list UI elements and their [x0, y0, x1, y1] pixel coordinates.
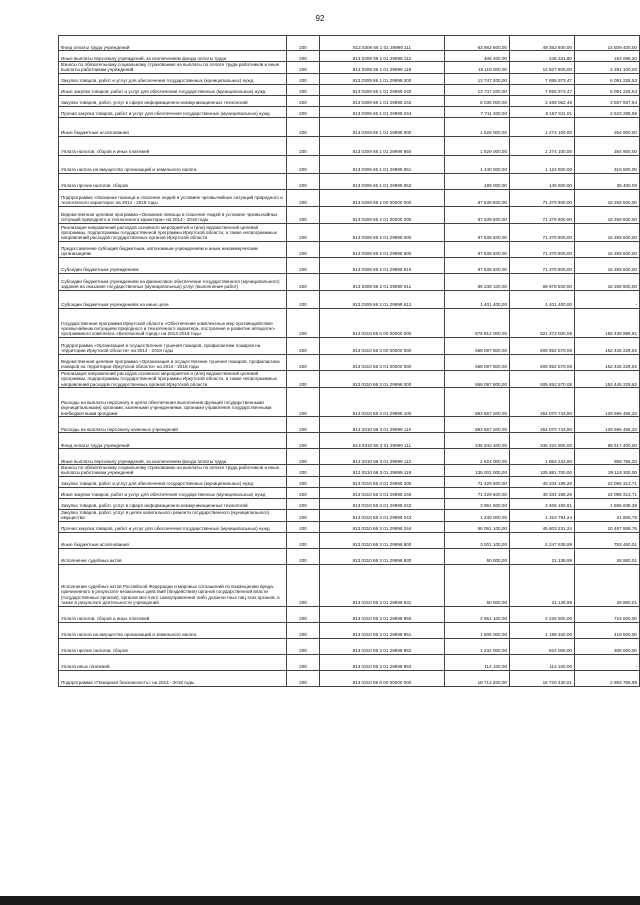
- row-amount-approved: 1 629 000,00: [445, 136, 510, 155]
- row-amount-executed: 521 373 000,09: [510, 308, 575, 337]
- row-name: Фонд оплаты труда учреждений: [59, 36, 287, 51]
- row-code: 200: [287, 241, 320, 257]
- table-row: [59, 548, 640, 564]
- row-amount-executed: 245 331,80: [510, 51, 575, 62]
- row-code: 200: [287, 498, 320, 509]
- table-row: [59, 51, 640, 62]
- row-amount-executed: 454 070 743,80: [510, 388, 575, 417]
- row-name: Уплата налога на имущество организаций и земельного налога: [59, 622, 287, 638]
- row-amount-approved: 13 747 200,00: [445, 84, 510, 95]
- row-amount-unexecuted: 1 585 639,39: [575, 498, 640, 509]
- row-amount-executed: 2 226 500,00: [510, 606, 575, 622]
- row-amount-executed: 71 379 900,00: [510, 241, 575, 257]
- table-row: [59, 308, 640, 337]
- row-code: 200: [287, 465, 320, 477]
- table-row: [59, 257, 640, 273]
- row-amount-executed: 21 139,99: [510, 548, 575, 564]
- row-amount-unexecuted: 16 259 600,00: [575, 223, 640, 241]
- row-budget-code: 813 0310 66 3 01 29999 852: [320, 638, 445, 654]
- row-amount-unexecuted: -: [575, 654, 640, 670]
- table-row: [59, 73, 640, 84]
- row-name: Уплата налогов, сборов и иных платежей: [59, 136, 287, 155]
- page-number: 92: [315, 14, 325, 23]
- table-row: [59, 487, 640, 498]
- row-name: Ведомственная целевая программа «Оказание помощи и спасение людей в условиях чрезвычайных ситуаций природного и техногенного характера» на 2014 - 2018 годы: [59, 206, 287, 223]
- table-row: [59, 465, 640, 477]
- row-budget-code: 813 0309 66 2 01 29999 612: [320, 290, 445, 308]
- row-code: 200: [287, 337, 320, 354]
- table-row: [59, 521, 640, 532]
- row-amount-approved: 3 001 100,00: [445, 532, 510, 548]
- row-amount-unexecuted: 4 291 100,00: [575, 62, 640, 74]
- row-amount-unexecuted: 29 119 300,00: [575, 465, 640, 477]
- row-amount-approved: 676 812 000,00: [445, 308, 510, 337]
- row-budget-code: 813 0310 66 3 01 29999 244: [320, 521, 445, 532]
- row-code: 200: [287, 638, 320, 654]
- row-budget-code: 813 0310 66 3 01 29999 112: [320, 449, 445, 465]
- row-amount-approved: 583 667 200,00: [445, 388, 510, 417]
- table-row: [59, 206, 640, 223]
- row-amount-executed: 1 401 400,00: [510, 290, 575, 308]
- row-amount-unexecuted: 724 600,00: [575, 606, 640, 622]
- row-amount-executed: 1 188 400,00: [510, 622, 575, 638]
- table-row: [59, 476, 640, 487]
- row-code: 200: [287, 62, 320, 74]
- row-amount-approved: 445 842 200,00: [445, 433, 510, 449]
- row-amount-approved: 7 711 200,00: [445, 106, 510, 117]
- row-amount-executed: 2 406 160,61: [510, 498, 575, 509]
- row-amount-executed: 1 274 100,00: [510, 136, 575, 155]
- table-row: [59, 388, 640, 417]
- row-amount-approved: 50 000,00: [445, 564, 510, 606]
- row-code: 200: [287, 476, 320, 487]
- row-amount-executed: 49 334 186,29: [510, 476, 575, 487]
- row-budget-code: 813 0309 66 1 01 29999 112: [320, 51, 445, 62]
- row-amount-unexecuted: 152 445 229,92: [575, 337, 640, 354]
- row-amount-executed: 505 652 570,08: [510, 337, 575, 354]
- row-name: Реализация направлений расходов основного мероприятия и (или) ведомственной целевой программы, подпрограммы государственной программы Иркутской области, а также непрограммных направлений расходов государственных органов Иркутской области: [59, 370, 287, 387]
- row-amount-unexecuted: 155 438 999,91: [575, 308, 640, 337]
- row-amount-unexecuted: 6 091 226,53: [575, 73, 640, 84]
- row-amount-unexecuted: 28 860,01: [575, 548, 640, 564]
- row-budget-code: 813 0310 66 3 01 29999 850: [320, 606, 445, 622]
- row-name: Исполнение судебных актов: [59, 548, 287, 564]
- row-code: 200: [287, 548, 320, 564]
- row-amount-approved: 18 714 200,00: [445, 670, 510, 686]
- table-row: [59, 84, 640, 95]
- row-name: Субсидии бюджетным учреждениям на финансовое обеспечение государственного (муниципального) задания на оказание государственных (муниципальных) услуг (выполнение работ): [59, 273, 287, 290]
- row-amount-approved: 658 097 800,00: [445, 354, 510, 370]
- row-amount-unexecuted: 16 259 600,00: [575, 257, 640, 273]
- row-name: Иные закупки товаров, работ и услуг для обеспечения государственных (муниципальных) нужд: [59, 487, 287, 498]
- row-amount-approved: 87 639 500,00: [445, 257, 510, 273]
- row-amount-executed: 1 864 243,80: [510, 449, 575, 465]
- row-amount-executed: 105 881 700,00: [510, 465, 575, 477]
- row-budget-code: 813 0310 66 3 01 29999 119: [320, 465, 445, 477]
- row-amount-unexecuted: 129 596 456,20: [575, 388, 640, 417]
- row-code: 200: [287, 354, 320, 370]
- row-amount-unexecuted: 16 259 600,00: [575, 206, 640, 223]
- row-amount-unexecuted: 308 000,00: [575, 638, 640, 654]
- row-amount-executed: 1 324 794,24: [510, 509, 575, 521]
- row-amount-approved: 87 639 500,00: [445, 241, 510, 257]
- table-row: [59, 417, 640, 433]
- row-code: 200: [287, 173, 320, 189]
- row-amount-executed: 2 468 062,46: [510, 95, 575, 106]
- row-amount-executed: 5 187 911,01: [510, 106, 575, 117]
- row-amount-approved: 1 605 000,00: [445, 622, 510, 638]
- row-code: 200: [287, 388, 320, 417]
- row-name: Закупка товаров, работ, услуг в целях капитального ремонта государственного (муниципального) имущества: [59, 509, 287, 521]
- row-budget-code: 813 0309 66 1 01 29999 244: [320, 106, 445, 117]
- row-amount-executed: 114 100,00: [510, 654, 575, 670]
- row-amount-unexecuted: 28 860,01: [575, 564, 640, 606]
- row-name: Расходы на выплаты персоналу казенных учреждений: [59, 417, 287, 433]
- table-row: [59, 498, 640, 509]
- row-code: 200: [287, 606, 320, 622]
- row-name: Предоставление субсидий бюджетным, автономным учреждениям и иным некоммерческим организациям: [59, 241, 287, 257]
- row-amount-executed: 346 324 800,00: [510, 433, 575, 449]
- row-budget-code: 813 0310 66 3 01 29999 111: [320, 433, 445, 449]
- table-row: [59, 290, 640, 308]
- row-amount-approved: 6 036 000,00: [445, 95, 510, 106]
- table-row: [59, 273, 640, 290]
- row-budget-code: 813 0309 66 2 01 29999 611: [320, 273, 445, 290]
- row-code: 200: [287, 51, 320, 62]
- row-budget-code: 813 0310 66 3 01 29999 100: [320, 388, 445, 417]
- row-budget-code: 813 0309 66 1 01 29999 111: [320, 36, 445, 51]
- row-name: Иные выплаты персоналу учреждений, за исключением фонда оплаты труда: [59, 51, 287, 62]
- row-name: Иные выплаты персоналу учреждений, за исключением фонда оплаты труда: [59, 449, 287, 465]
- row-amount-unexecuted: 22 095 313,71: [575, 487, 640, 498]
- row-name: Подпрограмма «Организация и осуществление тушения пожаров, профилактики пожаров на территории Иркутской области» на 2014 - 2018 годы: [59, 337, 287, 354]
- row-amount-unexecuted: 354 900,00: [575, 136, 640, 155]
- row-amount-unexecuted: 163 068,20: [575, 51, 640, 62]
- table-row: [59, 509, 640, 521]
- table-row: [59, 532, 640, 548]
- row-name: Исполнение судебных актов Российской Федерации и мировых соглашений по возмещению вреда, причиненного в результате незаконных действий (бездействия) органов государственной власти (государственных органов), органов местного самоуправления либо должностных лиц этих органов, а также в результате деятельности учреждений: [59, 564, 287, 606]
- table-row: [59, 95, 640, 106]
- row-code: 200: [287, 84, 320, 95]
- table-row: [59, 223, 640, 241]
- row-amount-approved: 1 349 000,00: [445, 509, 510, 521]
- row-amount-unexecuted: 6 091 226,53: [575, 84, 640, 95]
- row-name: Иные бюджетные ассигнования: [59, 117, 287, 136]
- row-amount-executed: 71 379 900,00: [510, 206, 575, 223]
- row-name: Государственная программа Иркутской области «Обеспечение комплексных мер противодействия чрезвычайным ситуациям природного и техногенного характера, построение и развитие аппаратно-программного комплекса «Безопасный город» на 2014-2018 годы: [59, 308, 287, 337]
- row-code: 200: [287, 117, 320, 136]
- table-row: [59, 622, 640, 638]
- row-amount-executed: 71 379 900,00: [510, 189, 575, 206]
- row-amount-approved: 583 667 200,00: [445, 417, 510, 433]
- row-name: Подпрограмма «Пожарная безопасность» на 2014 - 2018 годы: [59, 670, 287, 686]
- row-budget-code: 813 0309 66 1 01 29999 240: [320, 84, 445, 95]
- row-code: 200: [287, 155, 320, 173]
- row-amount-executed: 149 600,00: [510, 173, 575, 189]
- row-budget-code: 813 0309 66 1 01 29999 851: [320, 155, 445, 173]
- table-row: [59, 337, 640, 354]
- table-row: [59, 670, 640, 686]
- row-amount-executed: 924 000,00: [510, 638, 575, 654]
- row-budget-code: 813 0309 66 1 01 29999 852: [320, 173, 445, 189]
- row-name: Закупка товаров, работ, услуг в сфере информационно-коммуникационных технологий: [59, 498, 287, 509]
- table-row: [59, 564, 640, 606]
- row-code: 200: [287, 136, 320, 155]
- row-budget-code: 813 0310 66 3 01 29999 242: [320, 498, 445, 509]
- row-name: Субсидии бюджетным учреждениям на иные цели: [59, 290, 287, 308]
- row-budget-code: 813 0309 66 2 01 29999 600: [320, 241, 445, 257]
- row-budget-code: 813 0310 66 3 01 29999 851: [320, 622, 445, 638]
- row-amount-executed: 14 827 900,00: [510, 62, 575, 74]
- row-amount-approved: 2 951 100,00: [445, 606, 510, 622]
- row-amount-unexecuted: 21 805,76: [575, 509, 640, 521]
- row-amount-approved: 87 639 500,00: [445, 206, 510, 223]
- row-amount-approved: 1 401 400,00: [445, 290, 510, 308]
- table-row: [59, 433, 640, 449]
- row-amount-unexecuted: 152 445 229,92: [575, 370, 640, 387]
- row-budget-code: 813 0310 66 3 01 29999 243: [320, 509, 445, 521]
- row-amount-unexecuted: 20 487 868,76: [575, 521, 640, 532]
- table-row: [59, 189, 640, 206]
- row-amount-approved: 87 639 500,00: [445, 223, 510, 241]
- row-code: 200: [287, 206, 320, 223]
- row-amount-executed: 7 655 973,47: [510, 73, 575, 84]
- table-row: [59, 62, 640, 74]
- row-budget-code: 813 0309 66 1 01 29999 242: [320, 95, 445, 106]
- row-budget-code: 813 0309 66 1 01 29999 200: [320, 73, 445, 84]
- row-code: 200: [287, 487, 320, 498]
- row-amount-executed: 71 379 900,00: [510, 257, 575, 273]
- budget-table: [58, 35, 640, 687]
- row-budget-code: 813 0309 66 2 01 00000 000: [320, 206, 445, 223]
- row-budget-code: 813 0310 65 0 00 00000 000: [320, 308, 445, 337]
- row-name: Закупка товаров, работ и услуг для обеспечения государственных (муниципальных) нужд: [59, 73, 287, 84]
- row-name: Уплата иных платежей: [59, 654, 287, 670]
- row-code: 200: [287, 670, 320, 686]
- row-amount-unexecuted: 16 259 600,00: [575, 189, 640, 206]
- row-code: 200: [287, 622, 320, 638]
- table-row: [59, 136, 640, 155]
- row-budget-code: 813 0309 66 2 01 29999 000: [320, 223, 445, 241]
- row-amount-unexecuted: 2 993 769,99: [575, 670, 640, 686]
- row-budget-code: 813 0309 66 2 00 00000 000: [320, 189, 445, 206]
- row-name: Взносы по обязательному социальному страхованию на выплаты по оплате труда работников и иные выплаты работникам учреждений: [59, 62, 287, 74]
- row-name: Закупка товаров, работ и услуг для обеспечения государственных (муниципальных) нужд: [59, 476, 287, 487]
- row-amount-approved: 658 097 800,00: [445, 337, 510, 354]
- row-budget-code: 813 0310 66 3 01 29999 110: [320, 417, 445, 433]
- row-amount-unexecuted: 16 259 600,00: [575, 273, 640, 290]
- row-budget-code: 813 0310 66 3 01 29999 800: [320, 532, 445, 548]
- row-code: 200: [287, 73, 320, 84]
- row-amount-approved: 87 639 500,00: [445, 189, 510, 206]
- row-amount-executed: 49 353 600,00: [510, 36, 575, 51]
- row-amount-unexecuted: 315 500,00: [575, 155, 640, 173]
- row-amount-unexecuted: 99 517 400,00: [575, 433, 640, 449]
- scan-bottom-edge: [0, 896, 640, 905]
- row-code: 200: [287, 257, 320, 273]
- row-amount-approved: 71 429 500,00: [445, 487, 510, 498]
- table-row: [59, 606, 640, 622]
- row-budget-code: 813 0310 66 3 01 29999 200: [320, 476, 445, 487]
- row-amount-executed: 505 652 570,08: [510, 354, 575, 370]
- row-amount-unexecuted: 3 567 937,54: [575, 95, 640, 106]
- row-name: Прочая закупка товаров, работ и услуг для обеспечения государственных (муниципальных) нужд: [59, 521, 287, 532]
- row-name: Уплата прочих налогов, сборов: [59, 173, 287, 189]
- row-amount-executed: 15 720 430,01: [510, 670, 575, 686]
- row-amount-approved: 86 238 100,00: [445, 273, 510, 290]
- row-name: Уплата налога на имущество организаций и земельного налога: [59, 155, 287, 173]
- row-code: 200: [287, 417, 320, 433]
- table-row: [59, 354, 640, 370]
- row-amount-executed: 454 070 743,80: [510, 417, 575, 433]
- row-name: Ведомственная целевая программа «Организация и осуществление тушения пожаров, профилактика пожаров на территории Иркутской области» на 2014 - 2018 годы: [59, 354, 287, 370]
- table-row: [59, 155, 640, 173]
- row-amount-unexecuted: 16 259 600,00: [575, 241, 640, 257]
- row-name: Фонд оплаты труда учреждений: [59, 433, 287, 449]
- row-amount-executed: 49 334 186,29: [510, 487, 575, 498]
- row-name: Взносы по обязательному социальному страхованию на выплаты по оплате труда работников и иные выплаты работникам учреждений: [59, 465, 287, 477]
- row-amount-approved: 63 862 600,00: [445, 36, 510, 51]
- row-code: 200: [287, 106, 320, 117]
- row-budget-code: 813 0310 66 3 01 29999 831: [320, 564, 445, 606]
- row-amount-unexecuted: 416 600,00: [575, 622, 640, 638]
- row-amount-unexecuted: -: [575, 290, 640, 308]
- table-row: [59, 449, 640, 465]
- row-amount-unexecuted: 39 400,00: [575, 173, 640, 189]
- row-code: 200: [287, 36, 320, 51]
- row-amount-executed: 505 652 570,08: [510, 370, 575, 387]
- row-code: 200: [287, 189, 320, 206]
- row-name: Закупка товаров, работ, услуг в сфере информационно-коммуникационных технологий: [59, 95, 287, 106]
- row-amount-approved: 2 824 000,00: [445, 449, 510, 465]
- row-amount-unexecuted: 152 445 229,92: [575, 354, 640, 370]
- row-amount-approved: 50 000,00: [445, 548, 510, 564]
- table-row: [59, 654, 640, 670]
- row-name: Иные бюджетные ассигнования: [59, 532, 287, 548]
- row-amount-approved: 3 991 600,00: [445, 498, 510, 509]
- row-budget-code: 813 0310 66 3 01 29999 853: [320, 654, 445, 670]
- row-name: Прочая закупка товаров, работ и услуг для обеспечения государственных (муниципальных) нужд: [59, 106, 287, 117]
- row-code: 200: [287, 290, 320, 308]
- row-budget-code: 813 0309 66 1 01 29999 800: [320, 117, 445, 136]
- row-code: 200: [287, 654, 320, 670]
- row-amount-approved: 1 629 000,00: [445, 117, 510, 136]
- row-code: 200: [287, 532, 320, 548]
- row-code: 200: [287, 433, 320, 449]
- row-amount-executed: 1 124 500,00: [510, 155, 575, 173]
- row-budget-code: 813 0310 66 3 01 00000 000: [320, 354, 445, 370]
- row-budget-code: 813 0310 66 3 01 29999 000: [320, 370, 445, 387]
- row-amount-unexecuted: 14 509 400,00: [575, 36, 640, 51]
- row-code: 200: [287, 223, 320, 241]
- table-row: [59, 370, 640, 387]
- row-name: Расходы на выплаты персоналу в целях обеспечения выполнения функций государственными (муниципальными) органами, казенными учреждениями, органами управления государственными внебюджетными фондами: [59, 388, 287, 417]
- row-amount-approved: 66 091 100,00: [445, 521, 510, 532]
- row-amount-unexecuted: 959 756,20: [575, 449, 640, 465]
- row-budget-code: 813 0309 66 2 01 29999 610: [320, 257, 445, 273]
- row-amount-approved: 658 097 800,00: [445, 370, 510, 387]
- table-row: [59, 117, 640, 136]
- row-budget-code: 813 0310 66 6 00 00000 000: [320, 670, 445, 686]
- row-code: 200: [287, 564, 320, 606]
- row-budget-code: 813 0310 66 3 01 29999 240: [320, 487, 445, 498]
- row-amount-executed: 2 247 639,99: [510, 532, 575, 548]
- budget-table-body: [59, 36, 640, 687]
- row-code: 200: [287, 95, 320, 106]
- row-budget-code: 813 0310 66 3 01 29999 830: [320, 548, 445, 564]
- row-amount-executed: 21 139,99: [510, 564, 575, 606]
- row-code: 200: [287, 308, 320, 337]
- row-amount-approved: 189 000,00: [445, 173, 510, 189]
- table-row: [59, 241, 640, 257]
- row-amount-unexecuted: 129 596 456,20: [575, 417, 640, 433]
- row-amount-approved: 19 119 000,00: [445, 62, 510, 74]
- row-name: Уплата налогов, сборов и иных платежей: [59, 606, 287, 622]
- row-amount-unexecuted: 354 900,00: [575, 117, 640, 136]
- row-code: 200: [287, 509, 320, 521]
- row-budget-code: 813 0309 66 1 01 29999 119: [320, 62, 445, 74]
- row-name: Субсидии бюджетным учреждениям: [59, 257, 287, 273]
- row-amount-approved: 1 232 000,00: [445, 638, 510, 654]
- table-row: [59, 173, 640, 189]
- row-amount-approved: 408 400,00: [445, 51, 510, 62]
- row-name: Реализация направлений расходов основного мероприятия и (или) ведомственной целевой программы, подпрограммы государственной программы Иркутской области, а также непрограммных направлений расходов государственных органов Иркутской области: [59, 223, 287, 241]
- row-amount-approved: 135 001 000,00: [445, 465, 510, 477]
- row-amount-executed: 69 978 500,00: [510, 273, 575, 290]
- row-code: 200: [287, 449, 320, 465]
- table-row: [59, 36, 640, 51]
- row-amount-unexecuted: 22 095 313,71: [575, 476, 640, 487]
- row-code: 200: [287, 273, 320, 290]
- row-code: 200: [287, 521, 320, 532]
- row-amount-approved: 71 429 500,00: [445, 476, 510, 487]
- row-amount-executed: 1 274 100,00: [510, 117, 575, 136]
- table-row: [59, 638, 640, 654]
- row-budget-code: 813 0309 66 1 01 29999 850: [320, 136, 445, 155]
- row-budget-code: 813 0310 66 3 00 00000 000: [320, 337, 445, 354]
- row-name: Иные закупки товаров, работ и услуг для обеспечения государственных (муниципальных) нужд: [59, 84, 287, 95]
- row-amount-executed: 71 379 900,00: [510, 223, 575, 241]
- row-code: 200: [287, 370, 320, 387]
- row-amount-unexecuted: 753 460,01: [575, 532, 640, 548]
- row-name: Подпрограмма «Оказание помощи и спасение людей в условиях чрезвычайных ситуаций природного и техногенного характера» на 2014 - 2018 годы: [59, 189, 287, 206]
- row-amount-unexecuted: 2 523 288,99: [575, 106, 640, 117]
- table-row: [59, 106, 640, 117]
- row-name: Уплата прочих налогов, сборов: [59, 638, 287, 654]
- row-amount-approved: 13 747 200,00: [445, 73, 510, 84]
- row-amount-executed: 45 603 231,24: [510, 521, 575, 532]
- row-amount-approved: 1 440 000,00: [445, 155, 510, 173]
- row-amount-approved: 114 100,00: [445, 654, 510, 670]
- row-amount-executed: 7 655 973,47: [510, 84, 575, 95]
